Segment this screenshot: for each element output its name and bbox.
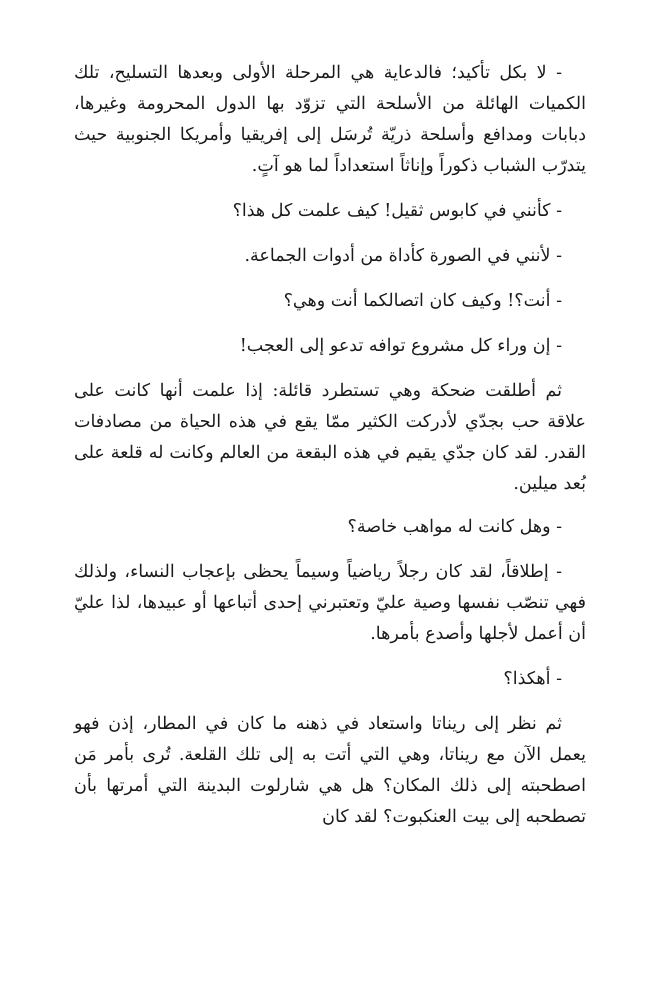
paragraph-grandfather: ثم أطلقت ضحكة وهي تستطرد قائلة: إذا علمت أنها كانت على علاقة حب بجدّي لأدركت الكثير ممّا يقع في هذه الحياة من مصادفات القدر. لقد كان جدّي يقيم في هذه البقعة من العالم وكانت له قلعة على بُعد ميلين. <box>74 381 586 494</box>
dialog-contact: - أنت؟! وكيف كان اتصالكما أنت وهي؟ <box>283 291 562 311</box>
paragraph-weapons: - لا بكل تأكيد؛ فالدعاية هي المرحلة الأولى وبعدها التسليح، تلك الكميات الهائلة من الأسلحة التي تزوّد بها الدول المحرومة وغيرها، دبابات ومدافع وأسلحة ذريّة تُرسَل إلى إفريقيا وأمريكا الجنوبية حيث يتدرّب الشباب ذكوراً وإناثاً استعداداً لما هو آتٍ. <box>74 63 586 176</box>
dialog-nightmare: - كأنني في كابوس ثقيل! كيف علمت كل هذا؟ <box>232 201 562 221</box>
dialog-talents: - وهل كانت له مواهب خاصة؟ <box>347 517 562 537</box>
dialog-wonder: - إن وراء كل مشروع توافه تدعو إلى العجب! <box>239 336 562 356</box>
dialog-tool: - لأنني في الصورة كأداة من أدوات الجماعة. <box>244 246 562 266</box>
paragraph-renata: ثم نظر إلى ريناتا واستعاد في ذهنه ما كان في المطار، إذن فهو يعمل الآن مع ريناتا، وهي التي أتت به إلى تلك القلعة. تُرى بأمر مَن اصطحبته إلى ذلك المكان؟ هل هي شارلوت البدينة التي أمرتها بأن تصطحبه إلى بيت العنكبوت؟ لقد كان <box>74 714 586 827</box>
book-page-text <box>74 58 586 833</box>
dialog-is-that-so: - أهكذا؟ <box>503 669 562 689</box>
paragraph-athlete: - إطلاقاً، لقد كان رجلاً رياضياً وسيماً يحظى بإعجاب النساء، ولذلك فهي تنصّب نفسها وصية عليّ وتعتبرني إحدى أتباعها أو عبيدها، لذا عليّ أن أعمل لأجلها وأصدع بأمرها. <box>74 562 586 644</box>
